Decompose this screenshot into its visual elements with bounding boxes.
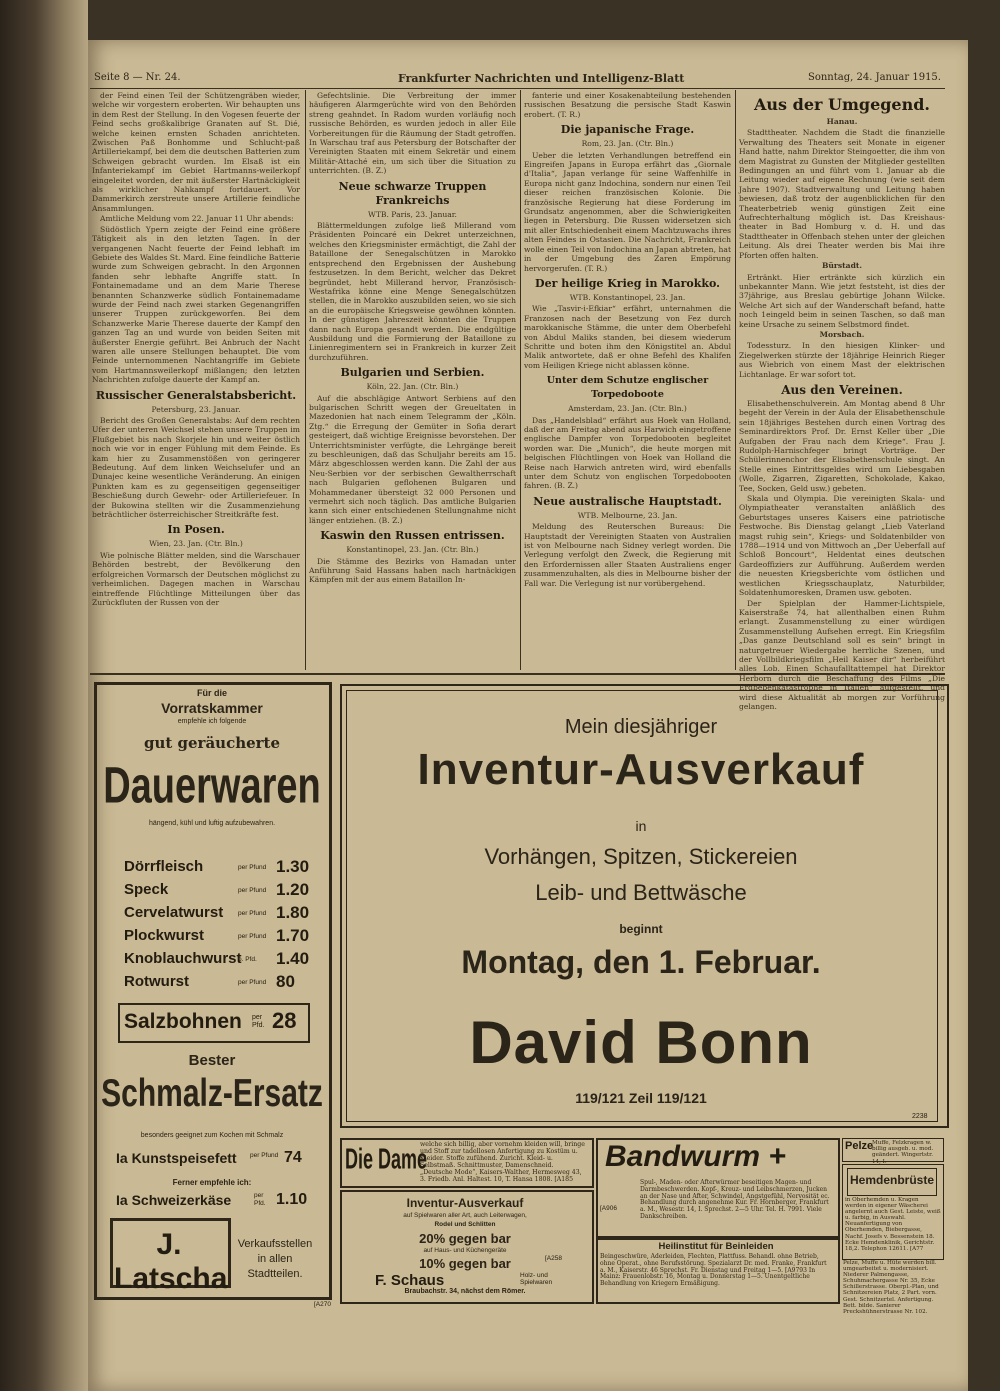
ad-latscha-brand: J. Latscha <box>114 1228 228 1295</box>
dateline: WTB. Konstantinopel, 23. Jan. <box>569 292 686 302</box>
ad-latscha-top3: empfehle ich folgende <box>177 718 247 725</box>
price-item-price: 1.30 <box>276 857 310 876</box>
article-paragraph: Auf die abschlägige Antwort Serbiens auf den bulgarischen Schritt wegen der Greueltaten in Mazedonien hat nach einem Telegramm der „Köln. Ztg.“ die Erregung der Gemüter in Sofia derart gesteigert, daß wichtige Ereignisse bevorstehen. Der Unterrichtsminister verfügte, die Lehrgänge bereit zu beschleunigen, daß das Schuljahr bereits am 15. März abgeschlossen werden kann. Die Zahl der aus Neu-Serbien vor der serbischen Gewaltherrschaft nach Bulgarien geflohenen Bulgaren und Mohammedaner übersteigt 32 000 Personen und vermehrt sich noch täglich. Das amtliche Bulgarien kann sich einer entschiedenen Stellungnahme nicht länger entziehen. (B. Z.) <box>309 393 516 525</box>
headline-torpedo-boats: Unter dem Schutze englischer Torpedoboote <box>546 375 709 401</box>
ad-latscha-schmalz-sub: besonders geeignet zum Kochen mit Schmalz <box>140 1132 284 1139</box>
price-item-price: 1.40 <box>276 949 310 968</box>
price-item-unit: per Pfund <box>238 979 267 986</box>
article-paragraph: Südöstlich Ypern zeigte der Feind eine größere Tätigkeit als in den letzten Tagen. In der vergangenen Nacht feuerte der Feind lebhaft im Gebiete des Waldes St. Mard. Eine feindliche Batterie wurde zum Schweigen gebracht. In den Argonnen fanden sehr lebhafte Angriffe statt. In Fontainemadame und an dem Marie Therese benannten Schanzwerke südlich Fontainemadame wurde der Feind nach zwei starken Gegenangriffen unserer Truppen zurückgeworfen. Bei dem Schanzwerke Marie Therese dauerte der Kampf den ganzen Tag an und wurde von beiden Seiten mit äußerster Energie geführt. Bei Anbruch der Nacht waren alle unsere Stellungen behauptet. Die vom Feinde unternommenen Nachtangriffe im Gebiete vom Hartmannsweilerkopf mißlangen; den letzten Nachrichten zufolge dauerte der Kampf an. <box>92 224 300 385</box>
ad-latscha-ferner: Ferner empfehle ich: <box>172 1178 252 1187</box>
ad-bonn-line6: beginnt <box>619 922 663 936</box>
article-paragraph: Ertränkt. Hier ertränkte sich kürzlich ein unbekannter Mann. Wie jetzt feststeht, ist dies der 37jährige, aus Breslau gebürtige Johann Wilcke. Welche Art sich auf der Wanderschaft befand, hatte noch 1eingeld beim in seinen Taschen, so daß man keine Ursache zu seinem Selbstmord findet. <box>739 272 945 329</box>
ad-schaus-name: F. Schaus <box>375 1272 445 1289</box>
dateline: Wien, 23. Jan. (Ctr. Bln.) <box>149 539 243 549</box>
ad-die-dame-title: Die Dame <box>345 1143 428 1175</box>
ad-latscha-top1: Für die <box>196 688 227 698</box>
ad-schaus-p1: 20% gegen bar <box>419 1231 511 1246</box>
ad-latscha-kaese-unit: per Pfd. <box>254 1192 266 1207</box>
ad-pelze-title: Pelze <box>845 1140 874 1152</box>
book-spine <box>0 0 88 1391</box>
ad-bonn-name: David Bonn <box>469 1009 813 1076</box>
price-item-name: Speck <box>124 881 169 898</box>
article-paragraph: Todessturz. In den hiesigen Klinker- und Ziegelwerken stürzte der 18jährige Heinrich Rieger aus Wiebrich von einem Mast der elektrischen Lichtanlage. Er war sofort tot. <box>739 341 945 379</box>
article-column-3 <box>524 91 731 671</box>
ad-schaus-code2: [A270 <box>314 1301 331 1308</box>
ad-latscha-verk1: Verkaufsstellen <box>237 1238 313 1250</box>
ad-bonn-address: 119/121 Zeil 119/121 <box>575 1090 707 1106</box>
ad-bonn-line1: Mein diesjähriger <box>564 716 718 738</box>
ad-latscha-top2: Vorratskammer <box>161 700 263 716</box>
ad-latscha-salz-name: Salzbohnen <box>124 1010 242 1033</box>
headline-in-posen: In Posen. <box>167 523 225 537</box>
ad-latscha-kaese-price: 1.10 <box>276 1191 308 1208</box>
article-paragraph: Amtliche Meldung vom 22. Januar 11 Uhr abends: <box>100 214 294 224</box>
price-item-unit: p. Pfd. <box>238 956 257 963</box>
ad-latscha-salz-price: 28 <box>272 1008 297 1033</box>
price-item-unit: per Pfund <box>238 887 267 894</box>
ad-latscha-kunst-price: 74 <box>284 1149 302 1166</box>
price-item-name: Dörrfleisch <box>124 858 204 875</box>
price-item-price: 1.20 <box>276 880 310 899</box>
price-item-unit: per Pfund <box>238 933 267 940</box>
price-item-name: Knoblauchwurst <box>124 950 242 967</box>
ad-schaus-address: Braubachstr. 34, nächst dem Römer. <box>404 1288 526 1295</box>
ad-bandwurm-text: Spul-, Maden- oder Afterwürmer beseitigen Magen- und Darmbeschwerden. Kopf-, Kreuz- und Leibschmerzen, Jucken an der Nase und After, Schwindel, Angstgefühl, Nervosität ec. Behandlung durch angenehme Kur. Fr. Hornberger, Frankfurt a. M., Wesestr. 14, I. Sprechst. 2—5 Uhr. Tel. H. 7991. Viele Dankschreiben. <box>640 1179 830 1220</box>
locality-heading: Morsbach. <box>819 329 865 339</box>
price-item-name: Plockwurst <box>124 927 205 944</box>
column-rule <box>520 90 521 670</box>
ad-bandwurm-title: Bandwurm + <box>605 1140 786 1173</box>
ad-bonn-line3: in <box>635 818 647 834</box>
article-paragraph: Wie polnische Blätter melden, sind die Warschauer Behörden bestrebt, der Bevölkerung den erfolgreichen Vormarsch der Deutschen möglichst zu verheimlichen. Dagegen machen in Warschau eintreffende Flüchtlinge Mitteilungen über das Zurückfluten der Russen von der <box>92 550 300 607</box>
price-item-price: 1.80 <box>276 903 310 922</box>
ad-latscha-schmalz: Schmalz-Ersatz <box>101 1072 323 1115</box>
article-column-2 <box>309 91 516 671</box>
ad-latscha-bester: Bester <box>188 1052 236 1069</box>
ad-schaus-title: Inventur-Ausverkauf <box>406 1196 524 1210</box>
price-item-name: Rotwurst <box>124 973 189 990</box>
headline-australian-capital: Neue australische Hauptstadt. <box>533 494 722 508</box>
headline-holy-war: Der heilige Krieg in Marokko. <box>535 276 720 290</box>
ad-latscha-kaese-name: Ia Schweizerkäse <box>116 1192 232 1208</box>
dateline: WTB. Melbourne, 23. Jan. <box>577 510 678 520</box>
article-column-4 <box>739 91 945 711</box>
price-item-unit: per Pfund <box>238 910 267 917</box>
dateline: WTB. Paris, 23. Januar. <box>368 209 457 219</box>
article-paragraph: Gefechtslinie. Die Verbreitung der immer häufigeren Alarmgerüchte wird von den Behörden streng geahndet. In Radom wurden vorläufig noch russische Behörden, es wurden jedoch in aller Eile Vorbereitungen für die Räumung der Stadt getroffen. In Warschau traf aus Petersburg der Botschafter der Vereinigten Staaten mit einem Sekretär und einem Militär-Attaché ein, um sich über die Situation zu unterrichten. (B. Z.) <box>309 91 516 176</box>
section-title-umgegend: Aus der Umgegend. <box>754 95 930 114</box>
ad-latscha-verk3: Stadtteilen. <box>247 1268 303 1280</box>
article-paragraph: Elisabethenschulverein. Am Montag abend 8 Uhr begeht der Verein in der Aula der Elisabethenschule sein 18jähriges Bestehen durch einen Vortrag des Seminardirektors Prof. Dr. Ernst Keller über „Die Aufgaben der Frau nach dem Kriege“. Frau J. Rudolph-Harnischfeger bringt Vorträge. Der Schülerinnenchor der Elisabethenschule singt. An Stelle eines Eintrittsgeldes wird um Liebesgaben (Wolle, Zigarren, Zigaretten, Schokolade, Kakao, Tee, Socken, Geld usw.) gebeten. <box>739 398 945 493</box>
header-masthead: Frankfurter Nachrichten und Intelligenz-Blatt <box>398 72 685 85</box>
article-column-1 <box>92 91 300 671</box>
ad-bonn-line7: Montag, den 1. Februar. <box>461 944 821 980</box>
dateline: Konstantinopel, 23. Jan. (Ctr. Bln.) <box>346 545 479 555</box>
ad-latscha-salz-unit: per Pfd. <box>252 1014 265 1029</box>
ad-bonn-code: 2238 <box>912 1113 928 1120</box>
dateline: Amsterdam, 23. Jan. (Ctr. Bln.) <box>568 404 687 414</box>
ad-bonn-line4: Vorhängen, Spitzen, Stickereien <box>484 844 798 869</box>
price-item-name: Cervelatwurst <box>124 904 224 921</box>
article-paragraph: Bericht des Großen Generalstabs: Auf dem rechten Ufer der unteren Weichsel stehen unsere Truppen im Flußgebiet bis nach Skorjele hin und weiter östlich noch wie vor in enger Fühlung mit dem Feinde. Es kam hier zu Zusammenstößen von geringerer Bedeutung. Auf dem linken Weichselufer und an Dunajec keine wesentliche Veränderung. An einigen Punkten kam es zu gegenseitigen gegenseitiger Beschießung durch Gewehr- oder Artilleriefeuer. In der Bukowina stellten wir die Zusammenziehung beträchtlicher österreichischer Streitkräfte fest. <box>92 416 300 520</box>
article-paragraph: Stadttheater. Nachdem die Stadt die finanzielle Verwaltung des Theaters seit Monate in eigener Hand hatte, nahm Direktor Steingoetter, die ihm von dem Magistrat zu Gunsten der Mitglieder gestellten Bedingungen an und führt vom 1. Januar ab die Leitung wieder auf eigene Rechnung (wie seit dem Jahre 1907). Stadtverwaltung und Leitung haben bewiesen, daß trotz der augenblicklichen für den Theaterbetrieb wenig günstigen Zeit eine Aufrechterhaltung möglich ist. Das Kreishaus-theater in Bad Homburg v. d. H. und das Stadttheater in Offenbach stehen unter der gleichen Leitung. Als drei Theater werden bis Mai ihre Pforten offen halten. <box>739 128 945 260</box>
article-paragraph: Wie „Tasvir-i-Efkiar“ erfährt, unternahmen die Franzosen nach der Besetzung von Fez durch marokkanische Stämme, die unter dem Oberbefehl von Abdul Maliks standen, bei diesem wiederum Schritte und boten ihm den Königstitel an. Abdul Malik antwortete, daß er ohne Befehl des Khalifen vom Heiligen Kriege nicht ablassen könne. <box>524 304 731 370</box>
price-item-price: 80 <box>276 972 295 991</box>
ad-latscha-kunst-name: Ia Kunstspeisefett <box>116 1150 237 1166</box>
article-paragraph: Das „Handelsblad“ erfährt aus Hoek van Holland, daß der am Freitag abend aus Harwich eingetroffene englische Dampfer von Torpedobooten begleitet worden war. Die „Munich“, die heute morgen mit belgischen Flüchtlingen von Hoek van Holland die Reise nach Harwich antreten wird, wird ebenfalls unter dem Schutz von englischen Torpedobooten fahren. (B. Z.) <box>524 415 731 491</box>
ad-schaus-side: Holz- und Spielwaren <box>520 1272 553 1286</box>
ad-bonn-line2: Inventur-Ausverkauf <box>417 745 865 794</box>
ad-hemden-title: Hemdenbrüste <box>849 1173 935 1187</box>
ad-latscha-line1: gut geräucherte <box>143 734 281 752</box>
ad-heil-title: Heilinstitut für Beinleiden <box>658 1241 774 1252</box>
ad-schaus-code1: [A258 <box>545 1255 562 1262</box>
ad-schaus-mid: auf Haus- und Küchengeräte <box>423 1247 507 1254</box>
headline-black-troops: Neue schwarze Truppen Frankreichs <box>338 179 487 207</box>
article-paragraph: Die Stämme des Bezirks von Hamadan unter Anführung Said Hassans haben nach hartnäckigen Kämpfen mit der aus einem Bataillon In- <box>309 556 516 585</box>
header-page-number: Seite 8 — Nr. 24. <box>94 72 181 83</box>
ad-schaus-p2: 10% gegen bar <box>419 1256 511 1271</box>
locality-heading: Hanau. <box>826 117 858 126</box>
header-rule <box>90 88 945 89</box>
article-paragraph: Skala und Olympia. Die vereinigten Skala- und Olympiatheater veranstalten anläßlich des Geburtstages unseres Kaisers eine patriotische Festwoche. Bis Dienstag gelangt „Lieb Vaterland magst ruhig sein“, Kriegs- und Soldatenbilder von 1788—1914 und von Mittwoch an „Der Ueberfall auf Schloß Boncourt“, Heldentat eines deutschen Gardeoffiziers zur Aufführung. Außerdem werden die neuesten Kriegsberichte vom östlichen und westlichen Kriegsschauplatz, Naturbilder, Soldatenhumoresken, Dramen usw. geboten. <box>739 494 945 598</box>
column-rule <box>305 90 306 670</box>
dateline: Petersburg, 23. Januar. <box>151 404 241 414</box>
article-paragraph: Der Spielplan der Hammer-Lichtspiele, Kaiserstraße 74, hat allenthalben einen Ruhm erlangt. Zusammenstellung zu einer würdigen Zusammenstellung Aufsehen erregt. Ein Kriegsfilm „Das ganze Deutschland soll es sein“ bringt in naturgetreuer Wiedergabe herrliche Szenen, und der Vollbildkriegsfilm „Heil Kaiser dir“ herbeiführt alles Lob. Einen Schaufalltattempel hat Direktor Herborn durch die Beschaffung des Films „Die Erdbebenkatastrophe in Italien“ aufgestellt, und wird diese Aktualität ab morgen zur Vorführung gelangen. <box>739 598 945 711</box>
headline-japanese-question: Die japanische Frage. <box>560 123 695 137</box>
page-header <box>88 72 968 88</box>
dateline: Rom, 23. Jan. (Ctr. Bln.) <box>581 139 674 149</box>
ad-schaus-sub1: auf Spielwaren aller Art, auch Leiterwagen, <box>403 1212 527 1219</box>
headline-russian-report: Russischer Generalstabsbericht. <box>95 388 297 402</box>
header-date: Sonntag, 24. Januar 1915. <box>808 72 941 83</box>
locality-heading: Bürstadt. <box>821 261 863 271</box>
ad-die-dame-text: welche sich billig, aber vornehm kleiden will, bringe und Stoff zur tadellosen Anfertigung zu Kostüm u. Kleider. Stoffe zufühend. Zuricht. Kleid- u. Selbstmaß. Schnittmuster, Damenschneid. „Deutsche Mode“, Kaisers-Walther, Hermesweg 43, 3. Friedb. Anl. Haltest. 10, T. Hansa 1808. [A185 <box>420 1141 585 1183</box>
headline-bulgaria-serbia: Bulgarien und Serbien. <box>340 366 485 380</box>
dateline: Köln, 22. Jan. (Ctr. Bln.) <box>366 382 459 392</box>
price-item-price: 1.70 <box>276 926 310 945</box>
ad-pelze-text: Muffe, Felzkragen w. billig ausgeb. u. mod. geändert. Wingertstr. 14, I. <box>872 1140 934 1165</box>
ad-bonn-line5: Leib- und Bettwäsche <box>535 880 747 905</box>
price-item-unit: per Pfund <box>238 864 267 871</box>
article-paragraph: Ueber die letzten Verhandlungen betreffend ein Eingreifen Japans in Europa erfährt das „Giornale d'Italia“, Japan verlange für seine Waffenhilfe in Europa nicht ganz Indochina, sondern nur einen Teil dieser reichen französischen Kolonie. Die französische Regierung hat diese Forderung im Grundsatz angenommen, aber die Schwierigkeiten liegen in Petersburg. Die Russen widersetzen sich mit aller Entschiedenheit einem Machtzuwachs ihres alten Feindes in Ostasien. Die Nachricht, Frankreich wolle einen Teil von Indochina an Japan abtreten, hat in der Umgebung des Zaren Empörung hervorgerufen. (T. R.) <box>524 150 731 273</box>
ad-hemden-text: in Oberhemden u. Kragen werden in eigener Wäscherei angelernt auch Gest. Leiste, weiß u. farbig, in Auswahl. Neuanfertigung von Oberhemden, Biebergasse, Nachf. Josefs v. Bessenstein 18. Ecke Hemdenklinik, Gerichtstr. 18,2. Telephon 12611. [A77 <box>845 1197 941 1252</box>
section-title-vereine: Aus den Vereinen. <box>781 382 903 397</box>
ad-bandwurm-code: [A906 <box>600 1205 617 1212</box>
column-rule <box>735 90 736 670</box>
article-paragraph: fanterie und einer Kosakenabteilung bestehenden russischen Besatzung die persische Stadt Kaswin erobert. (T. R.) <box>524 91 731 119</box>
article-paragraph: der Feind einen Teil der Schützengräben wieder, welche wir vorgestern eroberten. Wir behaupten uns in dem Rest der Stellung. In den Vogesen feuerte der Feind sechs großkalibrige Granaten auf St. Dié, welche keinen ernsten Schaden anrichteten. Zwischen Paß Bonhomme und Schlucht-paß Artilleriekampf, bei dem die deutschen Batterien zum Schweigen gebracht wurden. Im Elsaß ist ein Infanteriekampf im Gebiet Hartmanns-weilerkopf eingeleitet worden, der mit äußerster Hartnäckigkeit als wirklicher Nahkampf fortdauert. Vor Dammerkirch zerstreute unsere Artillerie feindliche Ansammlungen. <box>92 91 300 213</box>
ad-latscha-kunst-unit: per Pfund <box>250 1152 279 1159</box>
ad-heil-text: Beingeschwüre, Aderleiden, Flechten, Plattfuss. Behandl. ohne Betrieb, ohne Operat., ohne Berufsstörung. Spezialarzt Dr. med. Franke, Frankfurt a. M., Kaiserstr. 46 Sprechst. Fr. Dienstag und Freitag 1—5. [A9793 In Mainz: Frauenlobstr. 16, Montag u. Donnerstag 1—5. Unentgeltliche Behandlung von Kriegern Ermäßigung. <box>600 1253 827 1288</box>
ad-pelze-text2: Pelze, Muffe u. Hüte werden bill. umgearbeitet u. modernisiert. Niederer Palmengasse, Schuhmachergasse Nr. 35, Ecke Schillerstrasse. Oberpl.-Plan, und Schnitzereien Platz, 2 Part. vorn. Gest. Schnitzertel. Anfertigung. Bett. bilde. Sanierer Preckshühnerstrasse Nr. 102. <box>843 1260 939 1315</box>
ad-latscha-verk2: in allen <box>257 1253 293 1265</box>
ad-latscha-title: Dauerwaren <box>103 758 321 815</box>
article-paragraph: Blättermeldungen zufolge ließ Millerand vom Präsidenten Poincaré ein Dekret unterzeichnen, welches den Kriegsminister ermächtigt, die Zahl der Bataillone der Senegalschützen in Marokko entsprechend den Ergebnissen der Aushebung festzusetzen. In dem Bericht, welcher das Dekret begründet, hebt Millerand hervor, Französisch-Westafrika könne eine Menge Senegalschützen stellen, die in Marokko auszubilden seien, wo sie sich an die europäische Kriegsweise gewöhnen könnten. In der günstigen Jahreszeit könnten die Truppen dann nach Europa gesandt werden. Die endgültige Ausbildung und die Formierung der Bataillone zu Linienregimentern sei in Frankreich in kurzer Zeit durchzuführen. <box>309 221 516 362</box>
ad-schaus-sub2: Rodel und Schlitten <box>434 1221 496 1228</box>
headline-kaswin: Kaswin den Russen entrissen. <box>320 529 505 543</box>
article-paragraph: Meldung des Reuterschen Bureaus: Die Hauptstadt der Vereinigten Staaten von Australien ist von Melbourne nach Sidney verlegt worden. Die Verlegung verfolgt den Zweck, die Regierung mit den Erfordernissen aller Staaten Australiens enger zusammenzuhalten, als dies in Melbourne bisher der Fall war. Die Verlegung ist nur vorübergehend. <box>524 522 731 588</box>
ad-latscha-subtitle: hängend, kühl und luftig aufzubewahren. <box>148 820 276 827</box>
